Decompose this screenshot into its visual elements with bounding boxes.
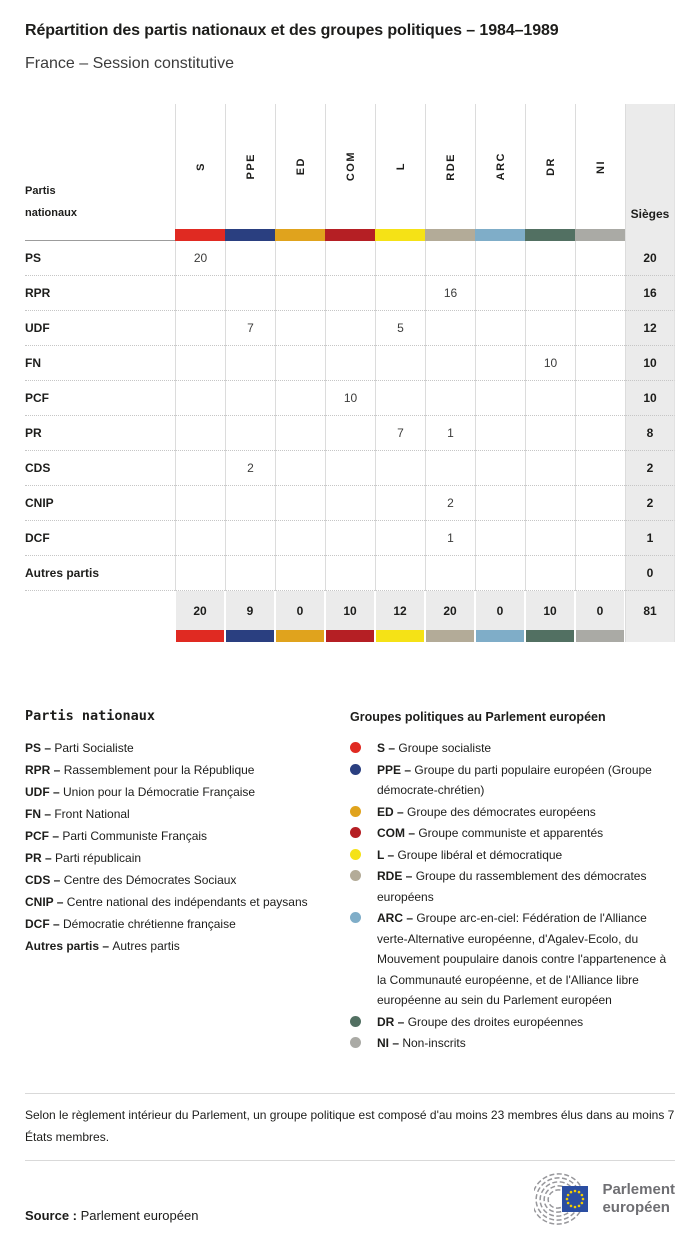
color-bar-bottom-DR xyxy=(525,630,575,642)
total-cell: 20 xyxy=(175,591,225,630)
group-legend-item xyxy=(350,802,675,823)
seats-cell: 12 xyxy=(625,311,675,346)
value-cell xyxy=(225,276,275,311)
page-title: Répartition des partis nationaux et des groupes politiques – 1984–1989 xyxy=(25,22,559,39)
color-bar-S xyxy=(175,229,225,241)
seats-header: Sièges xyxy=(625,104,675,229)
divider xyxy=(25,1093,675,1094)
group-legend xyxy=(350,708,675,1055)
value-cell xyxy=(575,276,625,311)
total-cell: 0 xyxy=(275,591,325,630)
column-header-DR xyxy=(525,104,575,229)
value-cell xyxy=(575,451,625,486)
value-cell xyxy=(575,556,625,591)
value-cell xyxy=(325,346,375,381)
row-label: PR xyxy=(25,416,175,451)
logo-wordmark: Parlement européen xyxy=(602,1181,675,1216)
legend-dot-PPE xyxy=(350,764,361,775)
value-cell xyxy=(375,486,425,521)
row-label: RPR xyxy=(25,276,175,311)
group-legend-text: RDE – Groupe du rassemblement des démocrates européens xyxy=(377,869,647,904)
value-cell xyxy=(475,241,525,276)
value-cell: 7 xyxy=(375,416,425,451)
row-label: DCF xyxy=(25,521,175,556)
column-header-L xyxy=(375,104,425,229)
value-cell xyxy=(475,451,525,486)
row-label: CDS xyxy=(25,451,175,486)
seats-col-bg-bottom xyxy=(625,630,675,642)
value-cell xyxy=(275,521,325,556)
value-cell xyxy=(425,311,475,346)
value-cell: 20 xyxy=(175,241,225,276)
value-cell xyxy=(375,381,425,416)
value-cell xyxy=(275,311,325,346)
value-cell xyxy=(375,276,425,311)
seats-cell: 16 xyxy=(625,276,675,311)
totals-spacer xyxy=(25,591,175,630)
value-cell xyxy=(225,486,275,521)
value-cell xyxy=(225,416,275,451)
value-cell xyxy=(175,556,225,591)
row-label: CNIP xyxy=(25,486,175,521)
group-legend-heading: Groupes politiques au Parlement européen xyxy=(350,710,606,724)
value-cell xyxy=(425,241,475,276)
group-legend-text: L – Groupe libéral et démocratique xyxy=(377,847,563,862)
value-cell xyxy=(275,346,325,381)
value-cell xyxy=(325,311,375,346)
total-cell: 0 xyxy=(575,591,625,630)
value-cell xyxy=(325,416,375,451)
row-label: PS xyxy=(25,241,175,276)
party-legend-item: UDF – Union pour la Démocratie Française xyxy=(25,785,256,799)
value-cell xyxy=(475,416,525,451)
group-legend-item xyxy=(350,738,675,759)
value-cell: 10 xyxy=(325,381,375,416)
value-cell xyxy=(375,346,425,381)
value-cell xyxy=(325,521,375,556)
total-cell: 10 xyxy=(325,591,375,630)
color-bar-bottom-ARC xyxy=(475,630,525,642)
source-label: Source : xyxy=(25,1207,78,1223)
column-header-ED xyxy=(275,104,325,229)
value-cell xyxy=(475,346,525,381)
value-cell xyxy=(175,276,225,311)
value-cell: 1 xyxy=(425,416,475,451)
value-cell xyxy=(175,311,225,346)
row-label: PCF xyxy=(25,381,175,416)
group-legend-text: ARC – Groupe arc-en-ciel: Fédération de l'Alliance verte-Alternative européenne, d'Agalev-Ecolo, du Mouvement poupulaire danois contre l'appartenence à la Communauté européenne, et de l'Alliance libre européenne au sein du Parlement européen xyxy=(377,911,667,1007)
value-cell xyxy=(425,556,475,591)
party-legend-item: CNIP – Centre national des indépendants et paysans xyxy=(25,895,308,909)
value-cell xyxy=(475,521,525,556)
value-cell xyxy=(325,451,375,486)
value-cell xyxy=(575,416,625,451)
group-legend-text: NI – Non-inscrits xyxy=(377,1036,466,1050)
value-cell xyxy=(425,346,475,381)
group-legend-text: DR – Groupe des droites européennes xyxy=(377,1014,584,1029)
total-seats-cell: 81 xyxy=(625,591,675,630)
value-cell xyxy=(175,486,225,521)
table-corner xyxy=(25,104,175,229)
group-legend-item xyxy=(350,823,675,844)
column-header-COM xyxy=(325,104,375,229)
column-header-label: L xyxy=(394,162,407,171)
group-legend-item xyxy=(350,1012,675,1033)
color-bar-bottom-ED xyxy=(275,630,325,642)
party-legend-heading: Partis nationaux xyxy=(25,708,156,724)
value-cell xyxy=(325,276,375,311)
value-cell xyxy=(575,241,625,276)
footnote-text: Selon le règlement intérieur du Parlement, un groupe politique est composé d'au moins 23 membres élus dans au moins 7 États membres. xyxy=(25,1107,675,1144)
group-legend-text: S – Groupe socialiste xyxy=(377,741,492,755)
column-header-label: RDE xyxy=(444,152,457,181)
total-cell: 20 xyxy=(425,591,475,630)
color-bar-ARC xyxy=(475,229,525,241)
column-header-label: NI xyxy=(594,159,607,174)
value-cell xyxy=(275,451,325,486)
party-legend-item: PR – Parti républicain xyxy=(25,851,142,865)
value-cell xyxy=(475,276,525,311)
value-cell xyxy=(175,346,225,381)
value-cell xyxy=(275,241,325,276)
value-cell xyxy=(225,381,275,416)
value-cell xyxy=(175,521,225,556)
value-cell xyxy=(275,381,325,416)
color-bar-bottom-RDE xyxy=(425,630,475,642)
color-bar-bottom-COM xyxy=(325,630,375,642)
value-cell xyxy=(175,451,225,486)
value-cell xyxy=(175,416,225,451)
value-cell xyxy=(275,556,325,591)
value-cell xyxy=(575,311,625,346)
total-cell: 9 xyxy=(225,591,275,630)
legend-dot-ARC xyxy=(350,912,361,923)
group-legend-list xyxy=(350,738,675,1054)
total-cell: 0 xyxy=(475,591,525,630)
group-legend-text: PPE – Groupe du parti populaire européen (Groupe démocrate-chrétien) xyxy=(377,762,652,797)
value-cell xyxy=(475,381,525,416)
value-cell xyxy=(275,486,325,521)
legend-dot-L xyxy=(350,849,361,860)
divider xyxy=(25,1160,675,1161)
row-label: Autres partis xyxy=(25,556,175,591)
value-cell xyxy=(225,346,275,381)
value-cell xyxy=(225,556,275,591)
group-legend-item xyxy=(350,1033,675,1054)
value-cell xyxy=(525,416,575,451)
page-subtitle: France – Session constitutive xyxy=(25,55,234,72)
group-legend-item xyxy=(350,866,675,907)
value-cell: 1 xyxy=(425,521,475,556)
color-bar-bottom-S xyxy=(175,630,225,642)
party-legend-item: FN – Front National xyxy=(25,807,130,821)
group-legend-text: COM – Groupe communiste et apparentés xyxy=(377,826,604,840)
seats-col-bg xyxy=(625,229,675,241)
value-cell: 2 xyxy=(225,451,275,486)
value-cell xyxy=(325,241,375,276)
color-bar-bottom-L xyxy=(375,630,425,642)
column-header-ARC xyxy=(475,104,525,229)
value-cell xyxy=(375,521,425,556)
value-cell xyxy=(275,416,325,451)
value-cell xyxy=(475,556,525,591)
source-row xyxy=(25,1173,675,1225)
color-bar-COM xyxy=(325,229,375,241)
value-cell xyxy=(475,311,525,346)
legend-dot-S xyxy=(350,742,361,753)
value-cell: 2 xyxy=(425,486,475,521)
color-bar-PPE xyxy=(225,229,275,241)
group-legend-text: ED – Groupe des démocrates européens xyxy=(377,804,596,819)
value-cell xyxy=(525,486,575,521)
column-header-label: DR xyxy=(544,157,557,176)
value-cell xyxy=(525,241,575,276)
column-header-label: PPE xyxy=(244,153,257,180)
header-underline xyxy=(25,229,175,241)
bars-spacer xyxy=(25,630,175,642)
seats-cell: 2 xyxy=(625,486,675,521)
party-legend-item: PS – Parti Socialiste xyxy=(25,741,134,755)
color-bar-bottom-PPE xyxy=(225,630,275,642)
legend-section xyxy=(25,708,675,1055)
column-header-label: S xyxy=(194,162,207,171)
party-legend-item: Autres partis – Autres partis xyxy=(25,939,180,953)
seats-cell: 8 xyxy=(625,416,675,451)
legend-dot-RDE xyxy=(350,870,361,881)
value-cell: 16 xyxy=(425,276,475,311)
value-cell xyxy=(425,381,475,416)
value-cell xyxy=(375,556,425,591)
column-header-PPE xyxy=(225,104,275,229)
column-header-S xyxy=(175,104,225,229)
color-bar-RDE xyxy=(425,229,475,241)
party-legend xyxy=(25,708,350,1055)
value-cell xyxy=(525,381,575,416)
column-header-NI xyxy=(575,104,625,229)
row-label: UDF xyxy=(25,311,175,346)
group-legend-item xyxy=(350,908,675,1011)
seats-table xyxy=(25,104,675,642)
value-cell xyxy=(325,556,375,591)
legend-dot-DR xyxy=(350,1016,361,1027)
color-bar-ED xyxy=(275,229,325,241)
party-legend-item: RPR – Rassemblement pour la République xyxy=(25,763,255,777)
row-label: FN xyxy=(25,346,175,381)
party-legend-item: PCF – Parti Communiste Français xyxy=(25,829,208,843)
value-cell xyxy=(575,381,625,416)
source-text: Source : Parlement européen xyxy=(25,1207,199,1223)
value-cell xyxy=(225,241,275,276)
column-header-RDE xyxy=(425,104,475,229)
value-cell xyxy=(525,556,575,591)
legend-dot-NI xyxy=(350,1037,361,1048)
group-legend-item xyxy=(350,845,675,866)
value-cell xyxy=(375,451,425,486)
total-cell: 10 xyxy=(525,591,575,630)
value-cell xyxy=(375,241,425,276)
color-bar-L xyxy=(375,229,425,241)
legend-dot-COM xyxy=(350,827,361,838)
value-cell xyxy=(525,276,575,311)
column-header-label: ARC xyxy=(494,152,507,181)
value-cell xyxy=(475,486,525,521)
value-cell: 5 xyxy=(375,311,425,346)
value-cell xyxy=(575,521,625,556)
color-bar-bottom-NI xyxy=(575,630,625,642)
value-cell xyxy=(575,346,625,381)
party-legend-item: CDS – Centre des Démocrates Sociaux xyxy=(25,873,237,887)
value-cell xyxy=(525,521,575,556)
column-header-label: COM xyxy=(344,151,357,182)
hemicycle-eu-flag-icon xyxy=(534,1173,592,1225)
total-cell: 12 xyxy=(375,591,425,630)
color-bar-NI xyxy=(575,229,625,241)
seats-cell: 20 xyxy=(625,241,675,276)
seats-cell: 0 xyxy=(625,556,675,591)
value-cell xyxy=(425,451,475,486)
value-cell xyxy=(575,486,625,521)
group-legend-item xyxy=(350,760,675,801)
seats-cell: 2 xyxy=(625,451,675,486)
value-cell xyxy=(525,311,575,346)
party-legend-item: DCF – Démocratie chrétienne française xyxy=(25,917,236,931)
value-cell xyxy=(525,451,575,486)
seats-cell: 10 xyxy=(625,346,675,381)
value-cell xyxy=(275,276,325,311)
color-bar-DR xyxy=(525,229,575,241)
seats-cell: 1 xyxy=(625,521,675,556)
column-header-label: ED xyxy=(294,157,307,176)
value-cell xyxy=(325,486,375,521)
value-cell xyxy=(225,521,275,556)
legend-dot-ED xyxy=(350,806,361,817)
value-cell: 7 xyxy=(225,311,275,346)
party-legend-list xyxy=(25,739,350,956)
seats-cell: 10 xyxy=(625,381,675,416)
value-cell: 10 xyxy=(525,346,575,381)
parliament-logo xyxy=(534,1173,675,1225)
row-header-title: Partis nationaux xyxy=(25,184,77,220)
value-cell xyxy=(175,381,225,416)
